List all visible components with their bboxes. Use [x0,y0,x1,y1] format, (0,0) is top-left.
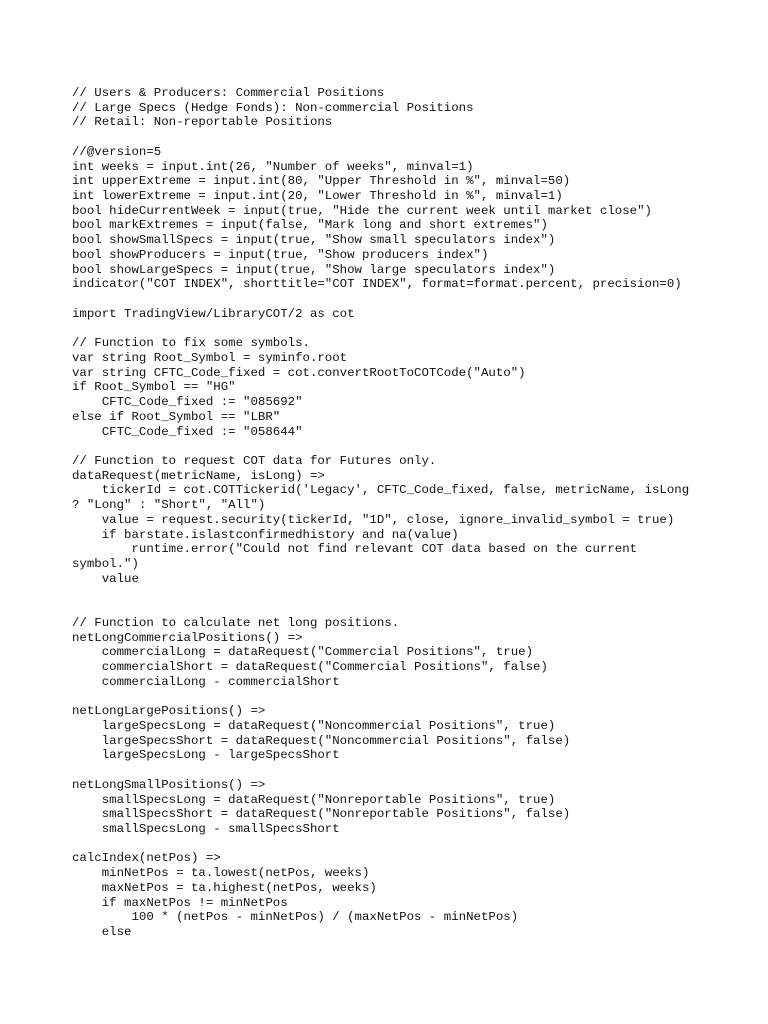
code-line [72,322,712,337]
code-line [72,292,712,307]
code-line: bool showSmallSpecs = input(true, "Show small speculators index") [72,233,556,248]
code-line: maxNetPos = ta.highest(netPos, weeks) [72,880,377,895]
code-line [72,586,712,601]
code-line [72,837,712,852]
code-line: bool markExtremes = input(false, "Mark long and short extremes") [72,218,548,233]
code-line: else if Root_Symbol == "LBR" [72,409,281,424]
code-line [72,601,712,616]
code-listing [72,86,712,940]
code-line: 100 * (netPos - minNetPos) / (maxNetPos - minNetPos) [72,910,519,925]
code-line: // Function to fix some symbols. [72,336,310,351]
code-line: int upperExtreme = input.int(80, "Upper Threshold in %", minval=50) [72,174,571,189]
code-line: CFTC_Code_fixed := "058644" [72,424,303,439]
code-line: dataRequest(metricName, isLong) => [72,468,325,483]
code-line: netLongLargePositions() => [72,704,266,719]
code-line: bool showLargeSpecs = input(true, "Show large speculators index") [72,262,556,277]
code-line: commercialLong = dataRequest("Commercial Positions", true) [72,645,534,660]
code-line: indicator("COT INDEX", shorttitle="COT INDEX", format=format.percent, precision=0) [72,277,682,292]
code-line: // Function to calculate net long positions. [72,615,400,630]
code-line: commercialLong - commercialShort [72,674,340,689]
code-line: largeSpecsLong = dataRequest("Noncommercial Positions", true) [72,718,556,733]
code-line: // Large Specs (Hedge Fonds): Non-commercial Positions [72,100,474,115]
code-line: bool hideCurrentWeek = input(true, "Hide the current week until market close") [72,203,652,218]
code-line: else [72,924,132,939]
code-line: largeSpecsLong - largeSpecsShort [72,748,340,763]
code-line: runtime.error("Could not find relevant COT data based on the current [72,542,638,557]
code-line: var string CFTC_Code_fixed = cot.convertRootToCOTCode("Auto") [72,365,526,380]
code-line: import TradingView/LibraryCOT/2 as cot [72,306,355,321]
code-line [72,763,712,778]
code-line: smallSpecsLong = dataRequest("Nonreportable Positions", true) [72,792,556,807]
code-line: int weeks = input.int(26, "Number of weeks", minval=1) [72,159,474,174]
code-line: value [72,571,139,586]
code-line: if Root_Symbol == "HG" [72,380,236,395]
code-line: smallSpecsShort = dataRequest("Nonreportable Positions", false) [72,807,571,822]
code-line: largeSpecsShort = dataRequest("Noncommercial Positions", false) [72,733,571,748]
code-line: // Users & Producers: Commercial Positions [72,86,385,100]
code-line: netLongSmallPositions() => [72,777,266,792]
code-line: CFTC_Code_fixed := "085692" [72,395,303,410]
code-line: ? "Long" : "Short", "All") [72,498,266,513]
code-line: //@version=5 [72,144,162,159]
code-line: // Retail: Non-reportable Positions [72,115,333,130]
code-line: if maxNetPos != minNetPos [72,895,288,910]
code-line: commercialShort = dataRequest("Commercial Positions", false) [72,660,548,675]
code-line: minNetPos = ta.lowest(netPos, weeks) [72,866,370,881]
code-line [72,130,712,145]
code-line: bool showProducers = input(true, "Show producers index") [72,247,489,262]
code-line: tickerId = cot.COTTickerid('Legacy', CFTC_Code_fixed, false, metricName, isLong [72,483,690,498]
code-line: netLongCommercialPositions() => [72,630,303,645]
code-line: value = request.security(tickerId, "1D", close, ignore_invalid_symbol = true) [72,512,675,527]
code-line: calcIndex(netPos) => [72,851,221,866]
code-line: symbol.") [72,557,139,571]
code-line [72,689,712,704]
code-line: smallSpecsLong - smallSpecsShort [72,821,340,836]
code-line: // Function to request COT data for Futures only. [72,453,437,468]
code-line: int lowerExtreme = input.int(20, "Lower Threshold in %", minval=1) [72,189,563,204]
code-line [72,439,712,454]
code-line: if barstate.islastconfirmedhistory and na(value) [72,527,459,542]
code-line: var string Root_Symbol = syminfo.root [72,350,348,365]
